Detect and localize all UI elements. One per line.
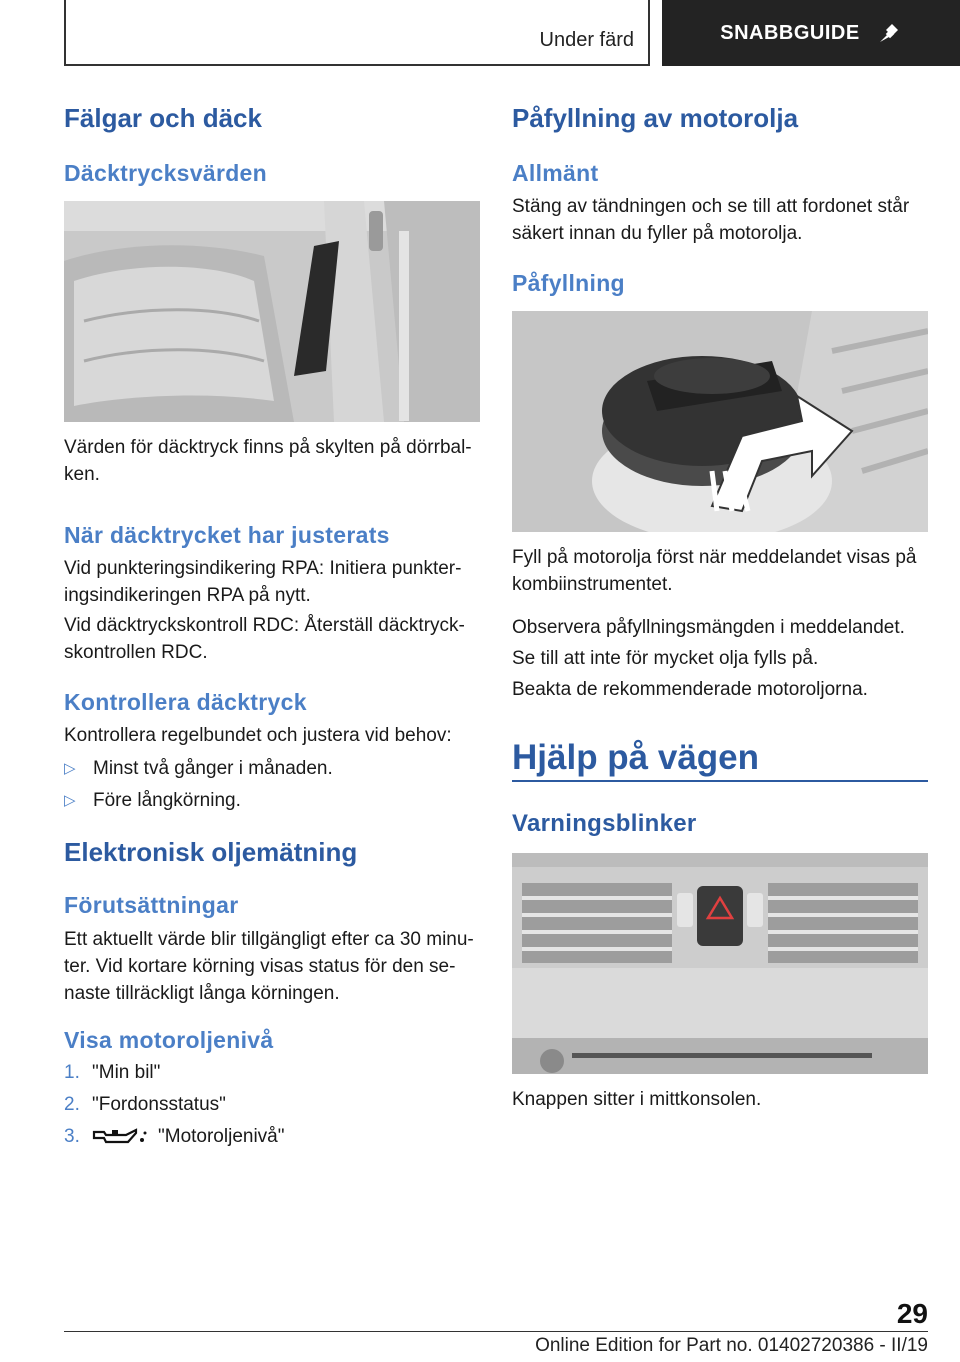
heading-check-tire-pressure: Kontrollera däcktryck xyxy=(64,689,307,715)
center-console-photo xyxy=(512,853,928,1074)
paragraph-rdc: Vid däcktryckskontroll RDC: Återställ däcktryck- skontrollen RDC. xyxy=(64,615,465,663)
footer-edition: Online Edition for Part no. 01402720386 - II/19 xyxy=(535,1335,928,1356)
heading-general: Allmänt xyxy=(512,160,599,186)
triangle-bullet-icon: ▷ xyxy=(64,760,76,777)
heading-oil-refill: Påfyllning av motorolja xyxy=(512,103,799,133)
page-number: 29 xyxy=(896,1298,928,1329)
section-label: Under färd xyxy=(539,29,634,51)
pin-icon xyxy=(876,20,902,46)
paragraph-recommended-oils: Beakta de rekommenderade motoroljorna. xyxy=(512,679,868,700)
heading-after-pressure-adjusted: När däcktrycket har justerats xyxy=(64,522,390,548)
heading-hazard-lights: Varningsblinker xyxy=(512,810,697,837)
list-item: 1. "Min bil" xyxy=(64,1062,161,1083)
oil-can-icon xyxy=(92,1126,148,1148)
footer-rule xyxy=(64,1331,928,1332)
list-item: 3. "Motoroljenivå" xyxy=(64,1126,285,1147)
heading-rule xyxy=(512,780,928,782)
paragraph-check-regularly: Kontrollera regelbundet och justera vid behov: xyxy=(64,725,452,746)
heading-show-oil-level: Visa motoroljenivå xyxy=(64,1027,274,1053)
paragraph-refill-when-message: Fyll på motorolja först när meddelandet visas på kombiinstrumentet. xyxy=(512,547,917,595)
paragraph-not-overfill: Se till att inte för mycket olja fylls på. xyxy=(512,648,819,669)
paragraph-tire-pressure-sticker: Värden för däcktryck finns på skylten på dörrbal- ken. xyxy=(64,437,472,485)
paragraph-note-amount: Observera påfyllningsmängden i meddelandet. xyxy=(512,617,905,638)
heading-electronic-oil-measurement: Elektronisk oljemätning xyxy=(64,837,358,867)
paragraph-button-location: Knappen sitter i mittkonsolen. xyxy=(512,1089,762,1110)
heading-prerequisites: Förutsättningar xyxy=(64,892,239,918)
list-item: 2. "Fordonsstatus" xyxy=(64,1094,226,1115)
paragraph-general: Stäng av tändningen och se till att fordonet står säkert innan du fyller på motorolja. xyxy=(512,196,910,244)
paragraph-rpa: Vid punkteringsindikering RPA: Initiera punkter- ingsindikeringen RPA på nytt. xyxy=(64,558,462,606)
heading-refilling: Påfyllning xyxy=(512,270,625,296)
triangle-bullet-icon: ▷ xyxy=(64,792,76,809)
heading-tire-pressure-values: Däcktrycksvärden xyxy=(64,160,267,186)
door-sill-photo xyxy=(64,201,480,422)
quick-guide-label: SNABBGUIDE xyxy=(720,21,860,44)
paragraph-prerequisites: Ett aktuellt värde blir tillgängligt efter ca 30 minu- ter. Vid kortare körning visas status för den se- naste tillräckligt långa körningen. xyxy=(64,929,474,1004)
heading-roadside-help: Hjälp på vägen xyxy=(512,738,760,777)
header-section-tab xyxy=(64,0,650,66)
quick-guide-tab xyxy=(662,0,960,66)
list-item: ▷ Före långkörning. xyxy=(64,787,241,814)
heading-rims-tires: Fälgar och däck xyxy=(64,103,262,133)
list-item: ▷ Minst två gånger i månaden. xyxy=(64,755,333,782)
oil-cap-photo xyxy=(512,311,928,532)
